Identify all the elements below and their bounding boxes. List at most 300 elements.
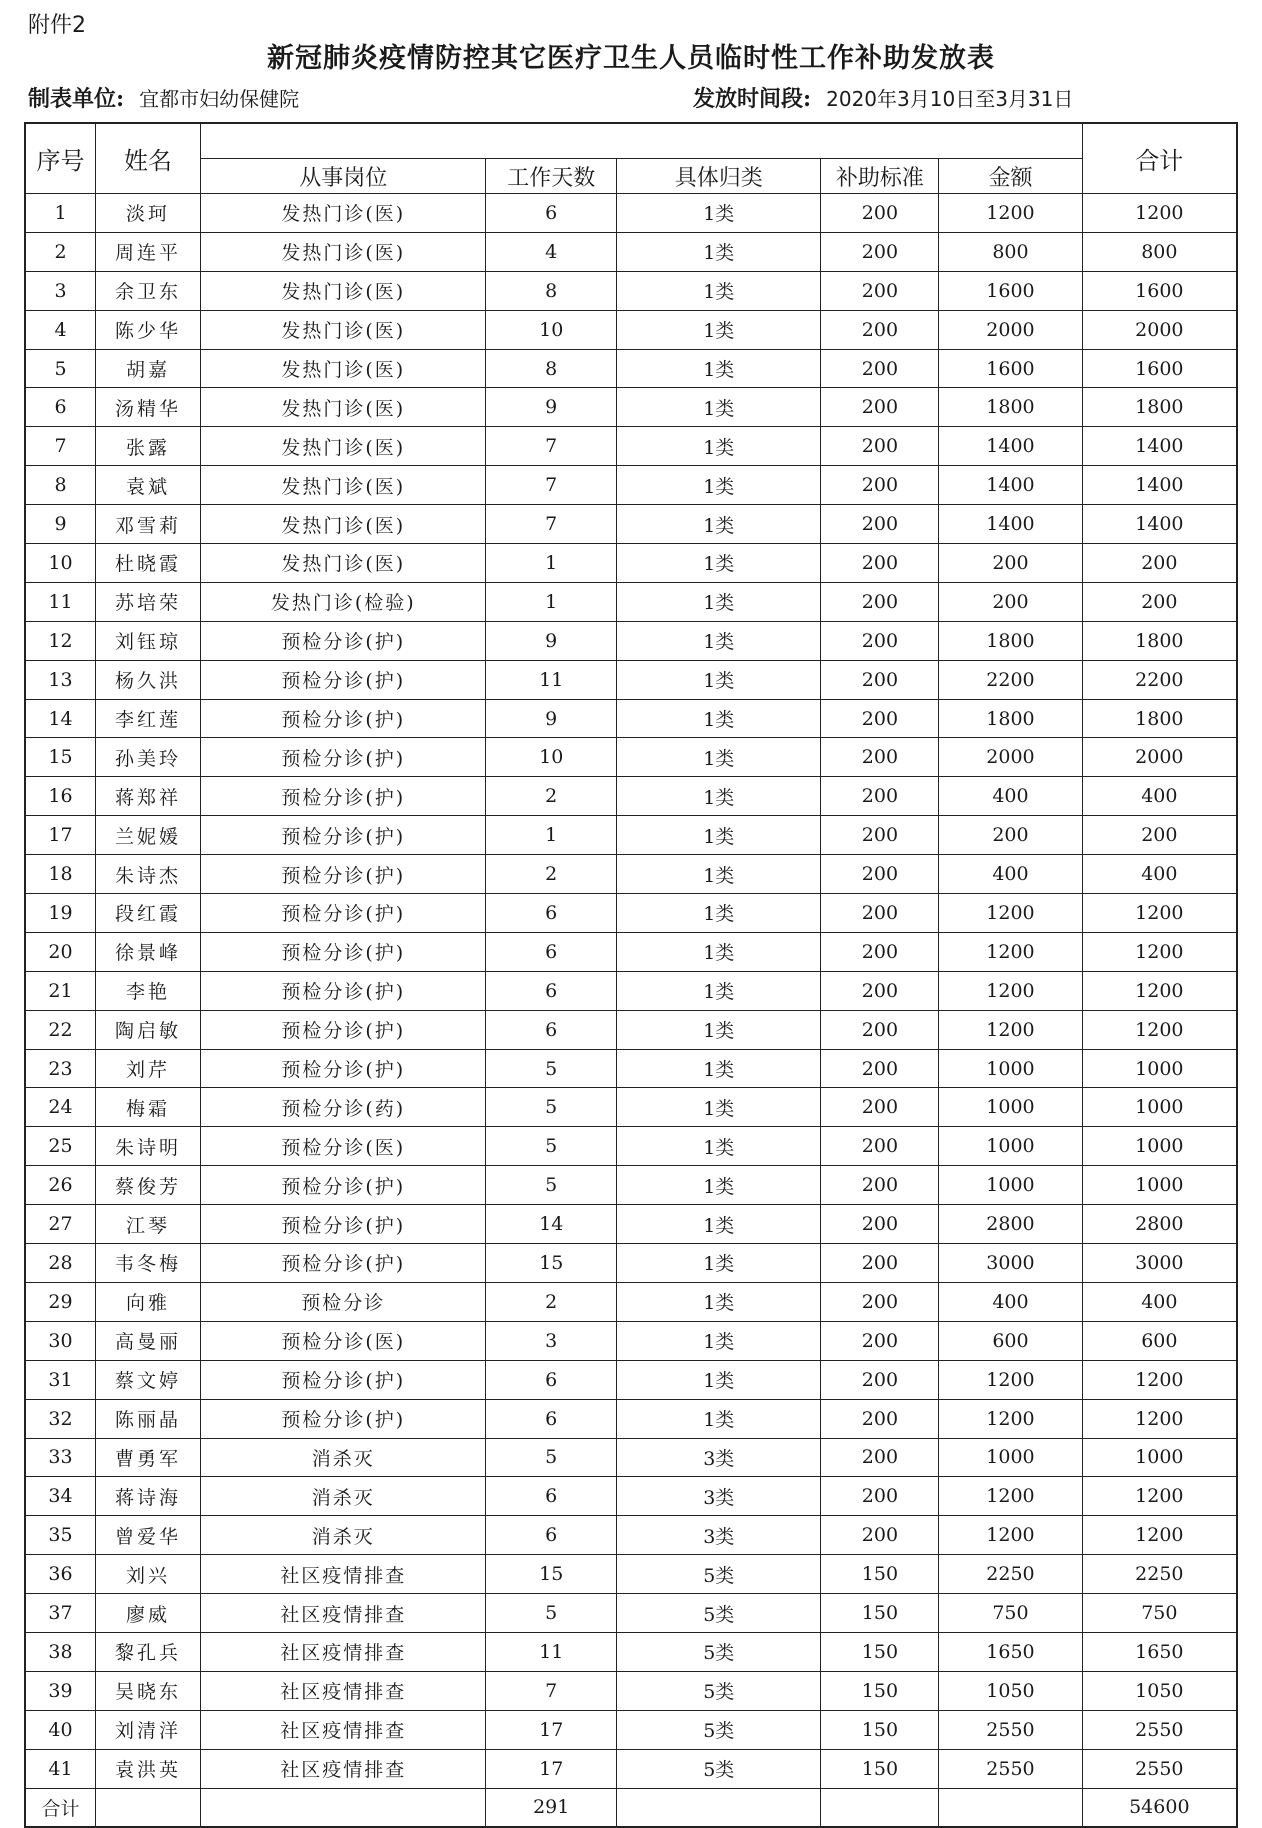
cell-days: 2	[486, 777, 617, 816]
cell-category: 1类	[617, 388, 821, 427]
table-row	[25, 738, 1237, 777]
cell-seq: 31	[25, 1360, 95, 1399]
period-info	[693, 82, 1073, 113]
table-row	[25, 466, 1237, 505]
cell-standard: 200	[821, 232, 939, 271]
cell-post: 社区疫情排查	[201, 1671, 486, 1710]
cell-seq: 39	[25, 1671, 95, 1710]
cell-amount: 1800	[939, 699, 1082, 738]
cell-amount: 1200	[939, 1399, 1082, 1438]
cell-days: 6	[486, 1399, 617, 1438]
table-row	[25, 816, 1237, 855]
cell-seq: 16	[25, 777, 95, 816]
total-row	[25, 1788, 1237, 1827]
cell-standard: 200	[821, 582, 939, 621]
cell-name: 向雅	[95, 1282, 200, 1321]
grand-total: 54600	[1082, 1788, 1237, 1827]
cell-name: 曾爱华	[95, 1516, 200, 1555]
cell-category: 1类	[617, 582, 821, 621]
cell-post: 预检分诊(护)	[201, 894, 486, 933]
cell-total: 200	[1082, 816, 1237, 855]
cell-amount: 1600	[939, 349, 1082, 388]
cell-post: 社区疫情排查	[201, 1632, 486, 1671]
cell-seq: 28	[25, 1244, 95, 1283]
cell-seq: 21	[25, 971, 95, 1010]
cell-name: 高曼丽	[95, 1321, 200, 1360]
cell-standard: 200	[821, 1244, 939, 1283]
table-row	[25, 1749, 1237, 1788]
cell-standard: 200	[821, 427, 939, 466]
table-row	[25, 1244, 1237, 1283]
cell-category: 5类	[617, 1671, 821, 1710]
cell-amount: 1000	[939, 1127, 1082, 1166]
cell-total: 400	[1082, 1282, 1237, 1321]
cell-total: 1200	[1082, 1010, 1237, 1049]
cell-total: 1200	[1082, 1516, 1237, 1555]
header-days: 工作天数	[486, 159, 617, 194]
table-row	[25, 1166, 1237, 1205]
cell-days: 1	[486, 544, 617, 583]
cell-name: 周连平	[95, 232, 200, 271]
cell-name: 蒋郑祥	[95, 777, 200, 816]
table-row	[25, 932, 1237, 971]
cell-category: 1类	[617, 1321, 821, 1360]
cell-total: 1400	[1082, 505, 1237, 544]
cell-days: 17	[486, 1710, 617, 1749]
cell-days: 6	[486, 1516, 617, 1555]
cell-post: 发热门诊(医)	[201, 232, 486, 271]
cell-category: 1类	[617, 1282, 821, 1321]
table-row	[25, 1555, 1237, 1594]
cell-post: 预检分诊(护)	[201, 1205, 486, 1244]
cell-category: 1类	[617, 699, 821, 738]
cell-days: 11	[486, 1632, 617, 1671]
table-row	[25, 1671, 1237, 1710]
cell-days: 1	[486, 816, 617, 855]
cell-days: 15	[486, 1555, 617, 1594]
cell-standard: 200	[821, 855, 939, 894]
cell-amount: 1600	[939, 271, 1082, 310]
cell-total: 2800	[1082, 1205, 1237, 1244]
cell-total: 2200	[1082, 660, 1237, 699]
cell-amount: 1200	[939, 1516, 1082, 1555]
cell-seq: 7	[25, 427, 95, 466]
cell-post: 预检分诊	[201, 1282, 486, 1321]
cell-seq: 34	[25, 1477, 95, 1516]
table-row	[25, 855, 1237, 894]
cell-days: 6	[486, 1360, 617, 1399]
cell-post: 预检分诊(药)	[201, 1088, 486, 1127]
cell-seq: 37	[25, 1594, 95, 1633]
cell-days: 9	[486, 388, 617, 427]
table-row	[25, 621, 1237, 660]
cell-category: 1类	[617, 738, 821, 777]
cell-standard: 200	[821, 777, 939, 816]
cell-total: 1200	[1082, 1399, 1237, 1438]
cell-total: 1200	[1082, 194, 1237, 233]
cell-days: 1	[486, 582, 617, 621]
cell-days: 10	[486, 310, 617, 349]
cell-seq: 19	[25, 894, 95, 933]
cell-seq: 33	[25, 1438, 95, 1477]
cell-name: 杨久洪	[95, 660, 200, 699]
cell-name: 汤精华	[95, 388, 200, 427]
total-empty-standard	[821, 1788, 939, 1827]
cell-category: 1类	[617, 544, 821, 583]
cell-standard: 150	[821, 1594, 939, 1633]
cell-days: 15	[486, 1244, 617, 1283]
cell-total: 1600	[1082, 271, 1237, 310]
cell-total: 1000	[1082, 1438, 1237, 1477]
cell-total: 1200	[1082, 894, 1237, 933]
cell-name: 李红莲	[95, 699, 200, 738]
cell-standard: 200	[821, 1438, 939, 1477]
cell-name: 黎孔兵	[95, 1632, 200, 1671]
cell-total: 2000	[1082, 738, 1237, 777]
total-empty-name	[95, 1788, 200, 1827]
cell-post: 预检分诊(护)	[201, 1360, 486, 1399]
cell-amount: 1200	[939, 1360, 1082, 1399]
cell-amount: 2800	[939, 1205, 1082, 1244]
cell-days: 14	[486, 1205, 617, 1244]
table-row	[25, 1477, 1237, 1516]
cell-total: 1400	[1082, 427, 1237, 466]
cell-post: 预检分诊(护)	[201, 1049, 486, 1088]
cell-category: 1类	[617, 1360, 821, 1399]
cell-amount: 1800	[939, 621, 1082, 660]
cell-days: 9	[486, 699, 617, 738]
cell-category: 1类	[617, 505, 821, 544]
total-label: 合计	[25, 1788, 95, 1827]
cell-standard: 200	[821, 816, 939, 855]
cell-total: 1800	[1082, 699, 1237, 738]
cell-amount: 400	[939, 855, 1082, 894]
header-category: 具体归类	[617, 159, 821, 194]
cell-days: 5	[486, 1088, 617, 1127]
cell-amount: 1000	[939, 1049, 1082, 1088]
cell-seq: 25	[25, 1127, 95, 1166]
cell-standard: 200	[821, 544, 939, 583]
table-row	[25, 777, 1237, 816]
cell-post: 预检分诊(护)	[201, 1166, 486, 1205]
cell-seq: 1	[25, 194, 95, 233]
cell-post: 预检分诊(护)	[201, 1010, 486, 1049]
cell-seq: 2	[25, 232, 95, 271]
cell-amount: 400	[939, 777, 1082, 816]
cell-name: 江琴	[95, 1205, 200, 1244]
cell-name: 兰妮媛	[95, 816, 200, 855]
cell-total: 200	[1082, 544, 1237, 583]
cell-total: 600	[1082, 1321, 1237, 1360]
cell-name: 韦冬梅	[95, 1244, 200, 1283]
cell-amount: 1650	[939, 1632, 1082, 1671]
cell-days: 6	[486, 1477, 617, 1516]
cell-post: 预检分诊(护)	[201, 738, 486, 777]
cell-standard: 200	[821, 1127, 939, 1166]
cell-total: 750	[1082, 1594, 1237, 1633]
cell-total: 1600	[1082, 349, 1237, 388]
cell-total: 3000	[1082, 1244, 1237, 1283]
cell-standard: 200	[821, 310, 939, 349]
cell-seq: 36	[25, 1555, 95, 1594]
cell-standard: 200	[821, 1166, 939, 1205]
header-row-top	[25, 123, 1237, 159]
cell-days: 6	[486, 1010, 617, 1049]
header-standard: 补助标准	[821, 159, 939, 194]
table-row	[25, 388, 1237, 427]
period-value: 2020年3月10日至3月31日	[826, 87, 1074, 111]
cell-category: 1类	[617, 932, 821, 971]
table-row	[25, 1010, 1237, 1049]
cell-days: 5	[486, 1049, 617, 1088]
cell-seq: 15	[25, 738, 95, 777]
table-row	[25, 1049, 1237, 1088]
cell-total: 1000	[1082, 1166, 1237, 1205]
cell-amount: 200	[939, 582, 1082, 621]
cell-amount: 1050	[939, 1671, 1082, 1710]
table-row	[25, 1516, 1237, 1555]
cell-category: 1类	[617, 1127, 821, 1166]
cell-name: 段红霞	[95, 894, 200, 933]
table-row	[25, 544, 1237, 583]
cell-days: 10	[486, 738, 617, 777]
cell-category: 1类	[617, 660, 821, 699]
cell-post: 预检分诊(护)	[201, 777, 486, 816]
cell-days: 2	[486, 855, 617, 894]
cell-seq: 4	[25, 310, 95, 349]
cell-standard: 200	[821, 1049, 939, 1088]
cell-post: 预检分诊(医)	[201, 1321, 486, 1360]
cell-post: 预检分诊(医)	[201, 1127, 486, 1166]
cell-post: 发热门诊(医)	[201, 505, 486, 544]
attachment-label: 附件2	[28, 13, 86, 38]
cell-total: 1000	[1082, 1049, 1237, 1088]
cell-post: 预检分诊(护)	[201, 1244, 486, 1283]
cell-days: 4	[486, 232, 617, 271]
cell-name: 徐景峰	[95, 932, 200, 971]
cell-seq: 18	[25, 855, 95, 894]
cell-post: 发热门诊(医)	[201, 349, 486, 388]
cell-category: 1类	[617, 271, 821, 310]
cell-seq: 11	[25, 582, 95, 621]
unit-info	[28, 82, 299, 113]
table-row	[25, 271, 1237, 310]
cell-category: 1类	[617, 855, 821, 894]
cell-post: 消杀灭	[201, 1477, 486, 1516]
cell-seq: 29	[25, 1282, 95, 1321]
cell-total: 1650	[1082, 1632, 1237, 1671]
header-total: 合计	[1082, 123, 1237, 194]
cell-seq: 23	[25, 1049, 95, 1088]
cell-total: 2550	[1082, 1710, 1237, 1749]
cell-name: 廖威	[95, 1594, 200, 1633]
cell-total: 1000	[1082, 1088, 1237, 1127]
cell-seq: 6	[25, 388, 95, 427]
table-row	[25, 232, 1237, 271]
cell-seq: 26	[25, 1166, 95, 1205]
cell-name: 刘钰琼	[95, 621, 200, 660]
cell-amount: 200	[939, 544, 1082, 583]
cell-amount: 2000	[939, 310, 1082, 349]
cell-seq: 24	[25, 1088, 95, 1127]
cell-category: 1类	[617, 427, 821, 466]
cell-amount: 1200	[939, 894, 1082, 933]
cell-days: 11	[486, 660, 617, 699]
cell-total: 400	[1082, 777, 1237, 816]
header-name: 姓名	[95, 123, 200, 194]
cell-total: 400	[1082, 855, 1237, 894]
table-row	[25, 1438, 1237, 1477]
cell-name: 蒋诗海	[95, 1477, 200, 1516]
cell-total: 1200	[1082, 1477, 1237, 1516]
cell-name: 刘芹	[95, 1049, 200, 1088]
cell-standard: 200	[821, 271, 939, 310]
cell-name: 张露	[95, 427, 200, 466]
cell-standard: 200	[821, 932, 939, 971]
table-row	[25, 1632, 1237, 1671]
cell-post: 发热门诊(医)	[201, 544, 486, 583]
cell-category: 1类	[617, 1244, 821, 1283]
cell-category: 1类	[617, 194, 821, 233]
cell-name: 胡嘉	[95, 349, 200, 388]
cell-amount: 1000	[939, 1166, 1082, 1205]
cell-amount: 600	[939, 1321, 1082, 1360]
cell-amount: 750	[939, 1594, 1082, 1633]
cell-standard: 200	[821, 660, 939, 699]
cell-category: 1类	[617, 349, 821, 388]
cell-total: 2550	[1082, 1749, 1237, 1788]
cell-name: 蔡文婷	[95, 1360, 200, 1399]
cell-amount: 1200	[939, 971, 1082, 1010]
cell-category: 3类	[617, 1438, 821, 1477]
cell-name: 曹勇军	[95, 1438, 200, 1477]
table-row	[25, 194, 1237, 233]
cell-amount: 1000	[939, 1438, 1082, 1477]
cell-standard: 200	[821, 621, 939, 660]
cell-category: 1类	[617, 1088, 821, 1127]
cell-name: 刘兴	[95, 1555, 200, 1594]
document-title: 新冠肺炎疫情防控其它医疗卫生人员临时性工作补助发放表	[267, 43, 995, 74]
cell-total: 800	[1082, 232, 1237, 271]
cell-post: 发热门诊(医)	[201, 310, 486, 349]
cell-category: 1类	[617, 777, 821, 816]
cell-category: 1类	[617, 971, 821, 1010]
header-amount: 金额	[939, 159, 1082, 194]
cell-name: 朱诗杰	[95, 855, 200, 894]
cell-post: 预检分诊(护)	[201, 621, 486, 660]
cell-total: 1000	[1082, 1127, 1237, 1166]
cell-days: 5	[486, 1594, 617, 1633]
cell-amount: 1400	[939, 505, 1082, 544]
cell-post: 预检分诊(护)	[201, 855, 486, 894]
cell-category: 3类	[617, 1477, 821, 1516]
cell-days: 2	[486, 1282, 617, 1321]
table-row	[25, 1594, 1237, 1633]
cell-seq: 41	[25, 1749, 95, 1788]
cell-standard: 200	[821, 971, 939, 1010]
cell-category: 1类	[617, 1010, 821, 1049]
table-row	[25, 1321, 1237, 1360]
cell-standard: 150	[821, 1555, 939, 1594]
cell-category: 1类	[617, 894, 821, 933]
cell-name: 邓雪莉	[95, 505, 200, 544]
cell-post: 发热门诊(医)	[201, 427, 486, 466]
cell-category: 1类	[617, 466, 821, 505]
cell-days: 6	[486, 932, 617, 971]
cell-seq: 30	[25, 1321, 95, 1360]
cell-category: 3类	[617, 1516, 821, 1555]
cell-amount: 1400	[939, 466, 1082, 505]
cell-category: 5类	[617, 1710, 821, 1749]
cell-name: 陈少华	[95, 310, 200, 349]
cell-seq: 27	[25, 1205, 95, 1244]
cell-name: 梅霜	[95, 1088, 200, 1127]
cell-name: 李艳	[95, 971, 200, 1010]
total-days: 291	[486, 1788, 617, 1827]
total-empty-post	[201, 1788, 486, 1827]
cell-name: 陈丽晶	[95, 1399, 200, 1438]
cell-amount: 1200	[939, 1477, 1082, 1516]
cell-post: 消杀灭	[201, 1516, 486, 1555]
cell-seq: 9	[25, 505, 95, 544]
cell-amount: 2550	[939, 1710, 1082, 1749]
cell-standard: 200	[821, 738, 939, 777]
cell-standard: 200	[821, 894, 939, 933]
cell-seq: 17	[25, 816, 95, 855]
cell-amount: 800	[939, 232, 1082, 271]
cell-seq: 5	[25, 349, 95, 388]
cell-seq: 32	[25, 1399, 95, 1438]
cell-name: 蔡俊芳	[95, 1166, 200, 1205]
table-row	[25, 582, 1237, 621]
cell-seq: 20	[25, 932, 95, 971]
cell-seq: 38	[25, 1632, 95, 1671]
cell-amount: 3000	[939, 1244, 1082, 1283]
cell-days: 5	[486, 1127, 617, 1166]
cell-days: 5	[486, 1166, 617, 1205]
cell-days: 6	[486, 894, 617, 933]
cell-category: 1类	[617, 1205, 821, 1244]
cell-name: 朱诗明	[95, 1127, 200, 1166]
cell-post: 发热门诊(医)	[201, 388, 486, 427]
cell-name: 陶启敏	[95, 1010, 200, 1049]
table-row	[25, 1205, 1237, 1244]
cell-post: 社区疫情排查	[201, 1555, 486, 1594]
cell-category: 1类	[617, 621, 821, 660]
cell-seq: 8	[25, 466, 95, 505]
cell-days: 3	[486, 1321, 617, 1360]
cell-seq: 35	[25, 1516, 95, 1555]
cell-total: 1200	[1082, 1360, 1237, 1399]
cell-name: 吴晓东	[95, 1671, 200, 1710]
cell-name: 余卫东	[95, 271, 200, 310]
cell-name: 杜晓霞	[95, 544, 200, 583]
header-row-bottom	[25, 159, 1237, 194]
cell-name: 苏培荣	[95, 582, 200, 621]
cell-amount: 2250	[939, 1555, 1082, 1594]
cell-amount: 2550	[939, 1749, 1082, 1788]
cell-total: 1200	[1082, 971, 1237, 1010]
cell-name: 袁斌	[95, 466, 200, 505]
cell-standard: 200	[821, 505, 939, 544]
cell-post: 发热门诊(医)	[201, 194, 486, 233]
cell-post: 社区疫情排查	[201, 1710, 486, 1749]
cell-standard: 200	[821, 194, 939, 233]
cell-amount: 1800	[939, 388, 1082, 427]
cell-category: 5类	[617, 1555, 821, 1594]
cell-standard: 200	[821, 1205, 939, 1244]
cell-name: 淡珂	[95, 194, 200, 233]
